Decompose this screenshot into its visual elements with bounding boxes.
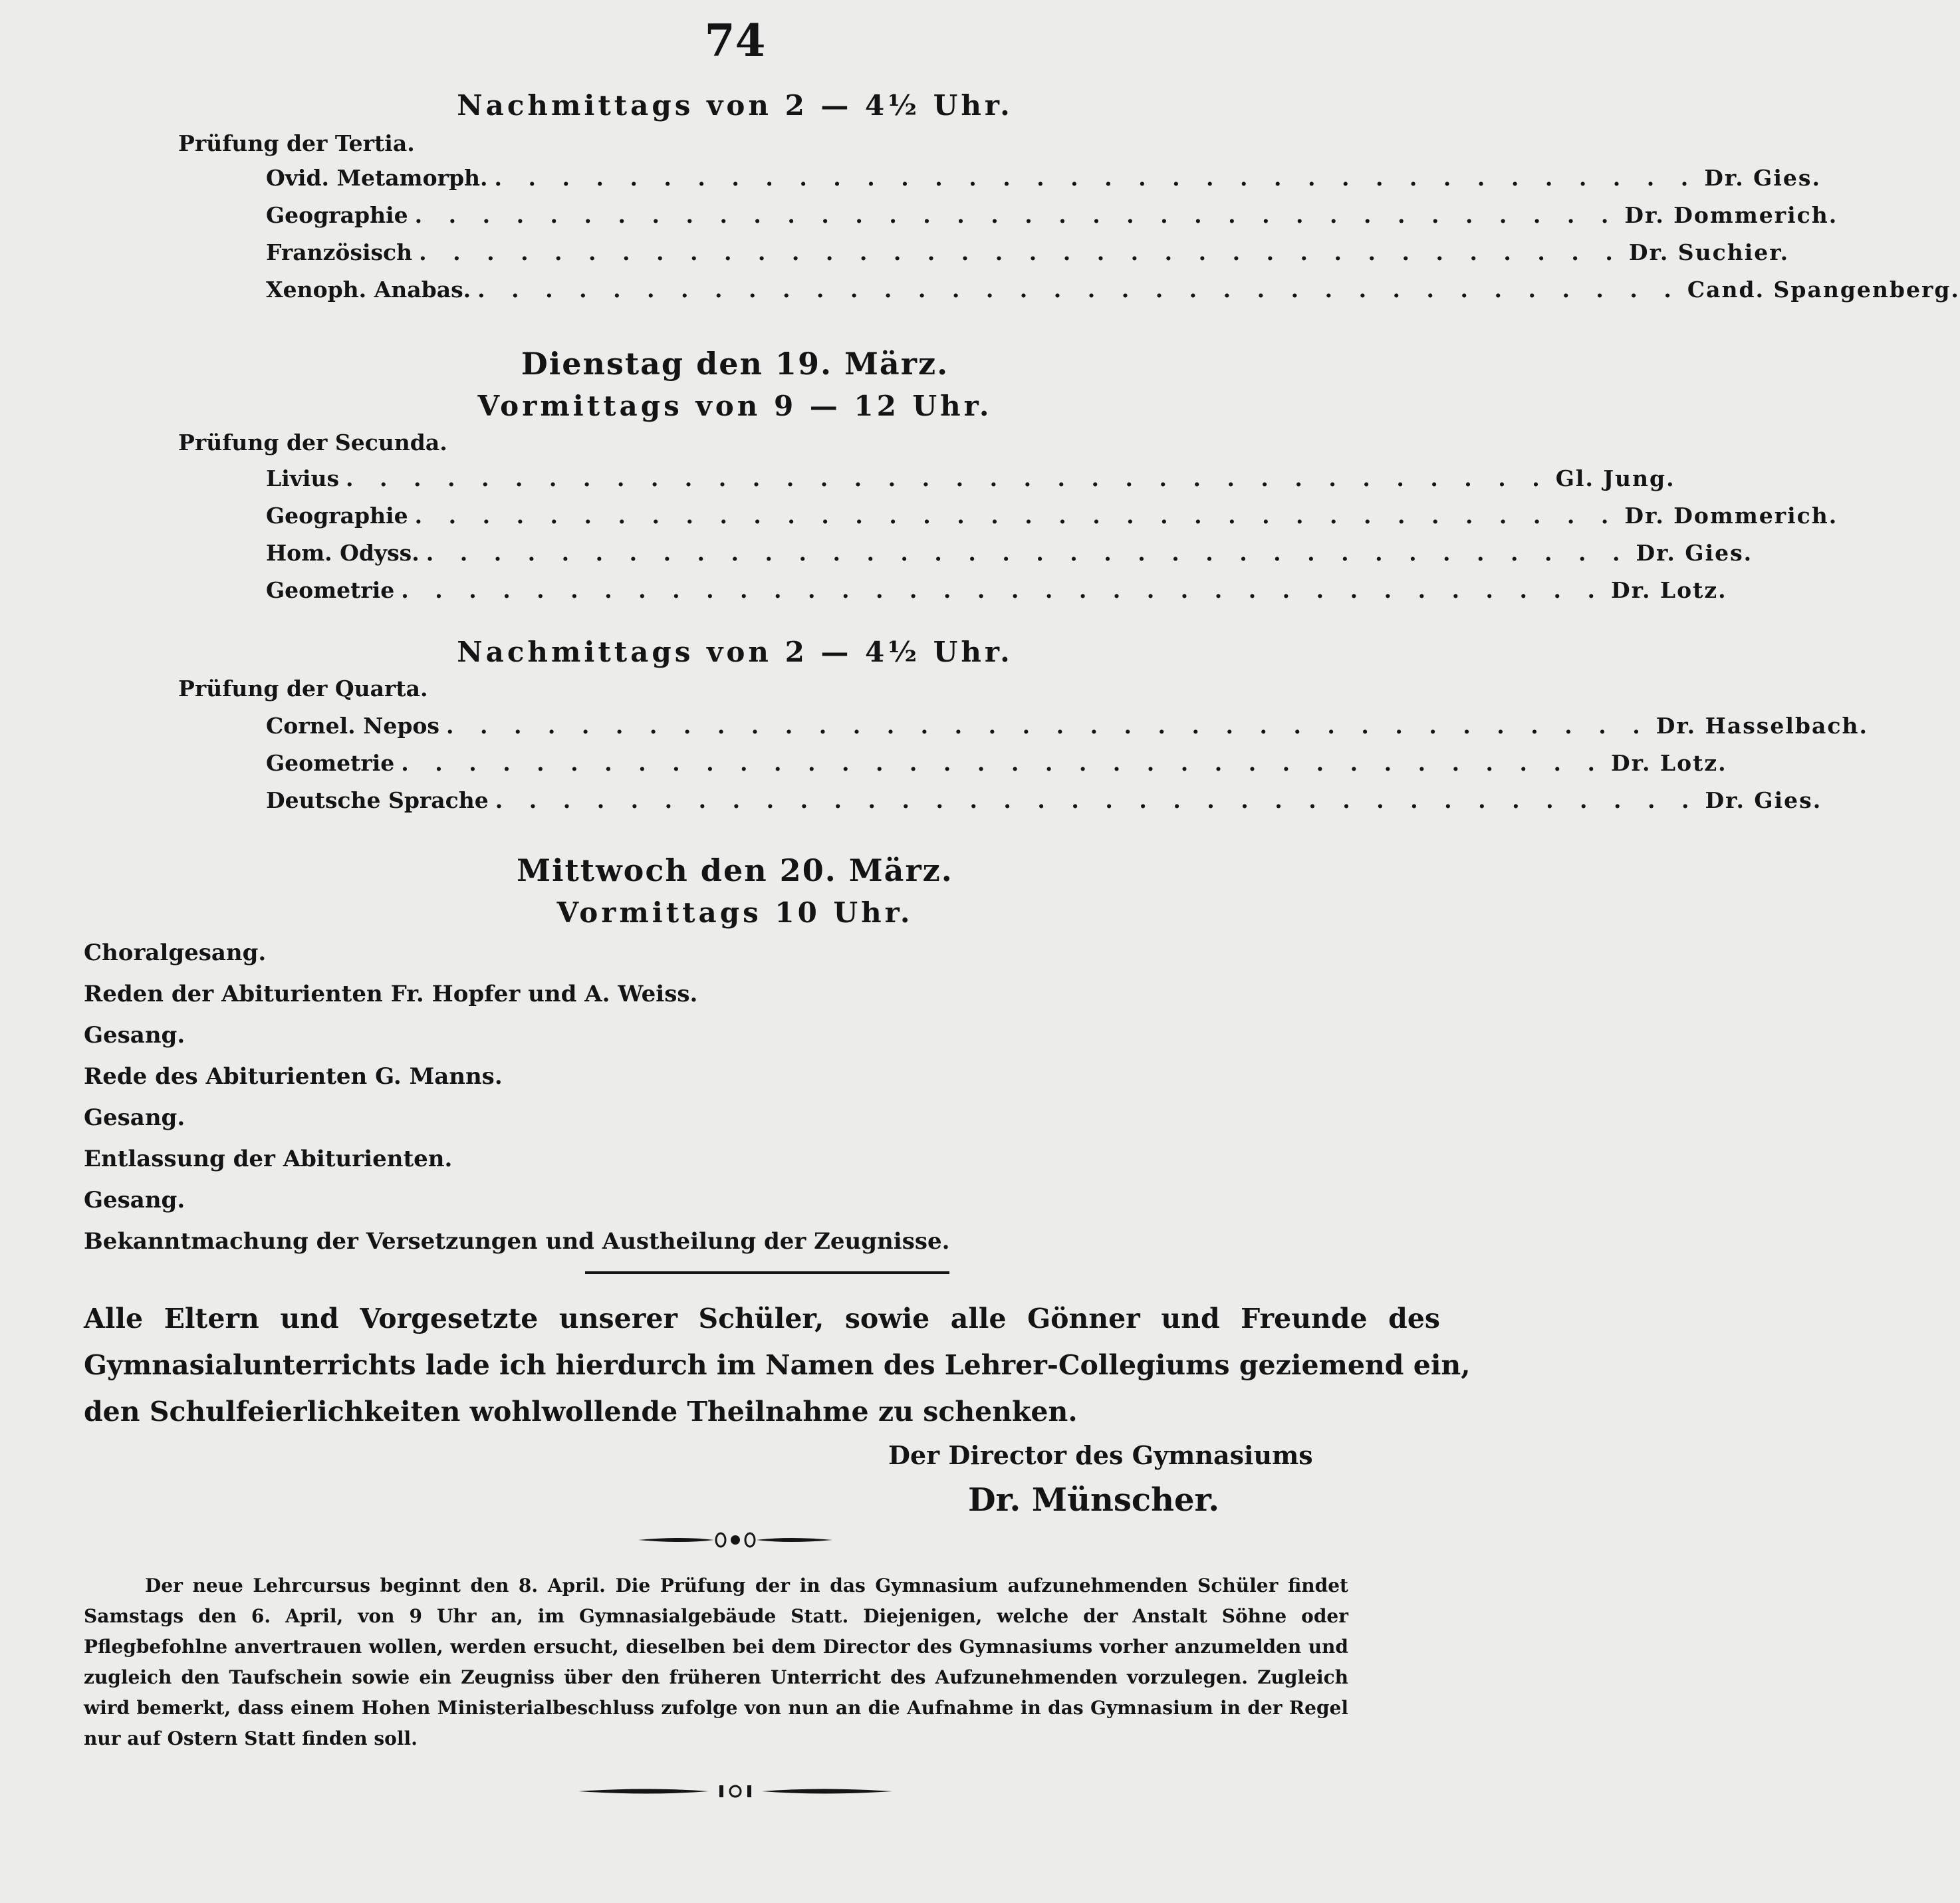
exam-row: Geographie . . . . . . . . . . . . . . . . . . . . . . . . . . . . . . . . . . . . Dr. Dommerich. xyxy=(266,503,1838,529)
ornament-divider-top xyxy=(636,1525,835,1555)
session-heading-ceremony: Vormittags 10 Uhr. xyxy=(556,896,914,929)
exam-subject: Geographie xyxy=(266,202,408,228)
ceremony-programme xyxy=(84,932,949,1262)
exam-list-tertia xyxy=(266,165,1960,314)
section-divider xyxy=(585,1271,949,1274)
exam-teacher: Gl. Jung. xyxy=(1555,465,1675,491)
signer-name: Dr. Münscher. xyxy=(968,1481,1220,1519)
exam-subject: Geometrie xyxy=(266,750,395,776)
page-number: 74 xyxy=(704,15,766,66)
exam-subject: Französisch xyxy=(266,239,413,265)
exam-list-secunda xyxy=(266,465,1838,614)
exam-row: Geometrie . . . . . . . . . . . . . . . . . . . . . . . . . . . . . . . . . . . . Dr. Lotz. xyxy=(266,577,1727,603)
programme-item: Reden der Abiturienten Fr. Hopfer und A. Weiss. xyxy=(84,981,698,1007)
exam-group-tertia: Prüfung der Tertia. xyxy=(178,130,415,156)
exam-teacher: Dr. Gies. xyxy=(1705,787,1822,813)
day-heading-wednesday: Mittwoch den 20. März. xyxy=(517,852,953,888)
signer-title: Der Director des Gymnasiums xyxy=(888,1440,1313,1470)
ornament-divider-bottom xyxy=(576,1777,895,1806)
session-heading-secunda: Vormittags von 9 — 12 Uhr. xyxy=(477,390,993,422)
day-heading-tuesday: Dienstag den 19. März. xyxy=(521,346,949,382)
programme-item: Gesang. xyxy=(84,1022,185,1049)
exam-teacher: Dr. Hasselbach. xyxy=(1655,713,1868,739)
exam-row: Livius . . . . . . . . . . . . . . . . . . . . . . . . . . . . . . . . . . . . Gl. Jung. xyxy=(266,465,1675,491)
exam-teacher: Cand. Spangenberg. xyxy=(1687,277,1960,303)
programme-item: Gesang. xyxy=(84,1104,185,1131)
exam-row: Deutsche Sprache . . . . . . . . . . . . . . . . . . . . . . . . . . . . . . . . . . . . Dr. Gies. xyxy=(266,787,1822,813)
admission-notice: Der neue Lehrcursus beginnt den 8. April. Die Prüfung der in das Gymnasium aufzunehmenden Schüler findet Samstags den 6. April, von 9 Uhr an, im Gymnasialgebäude Statt. Diejenigen, welche der Anstalt Söhne oder Pflegbefohlne anvertrauen wollen, werden ersucht, dieselben bei dem Director des Gymnasiums vorher anzumelden und zugleich den Taufschein sowie ein Zeugniss über den früheren Unterricht des Aufzunehmenden vorzulegen. Zugleich wird bemerkt, dass einem Hohen Ministerialbeschluss zufolge von nun an die Aufnahme in das Gymnasium in der Regel nur auf Ostern Statt finden soll. xyxy=(84,1575,1348,1749)
exam-subject: Ovid. Metamorph. xyxy=(266,165,488,191)
exam-group-quarta: Prüfung der Quarta. xyxy=(178,676,428,701)
exam-teacher: Dr. Dommerich. xyxy=(1624,503,1838,529)
exam-subject: Cornel. Nepos xyxy=(266,713,439,739)
programme-item: Bekanntmachung der Versetzungen und Austheilung der Zeugnisse. xyxy=(84,1228,950,1255)
exam-teacher: Dr. Dommerich. xyxy=(1624,202,1838,228)
exam-teacher: Dr. Gies. xyxy=(1636,540,1753,566)
invitation-line: Alle Eltern und Vorgesetzte unserer Schüler, sowie alle Gönner und Freunde des xyxy=(84,1303,1440,1334)
exam-subject: Xenoph. Anabas. xyxy=(266,277,471,303)
exam-subject: Geometrie xyxy=(266,577,395,603)
programme-item: Rede des Abiturienten G. Manns. xyxy=(84,1063,503,1090)
exam-subject: Hom. Odyss. xyxy=(266,540,420,566)
exam-row: Geographie . . . . . . . . . . . . . . . . . . . . . . . . . . . . . . . . . . . . Dr. Dommerich. xyxy=(266,202,1838,228)
programme-item: Gesang. xyxy=(84,1187,185,1213)
exam-teacher: Dr. Lotz. xyxy=(1610,750,1727,776)
exam-row: Geometrie . . . . . . . . . . . . . . . . . . . . . . . . . . . . . . . . . . . . Dr. Lotz. xyxy=(266,750,1727,776)
invitation-line: den Schulfeierlichkeiten wohlwollende Theilnahme zu schenken. xyxy=(84,1396,1078,1428)
exam-teacher: Dr. Lotz. xyxy=(1610,577,1727,603)
programme-item: Entlassung der Abiturienten. xyxy=(84,1146,453,1172)
programme-item: Choralgesang. xyxy=(84,940,267,966)
exam-row: Cornel. Nepos . . . . . . . . . . . . . . . . . . . . . . . . . . . . . . . . . . . . Dr. Hasselbach. xyxy=(266,713,1868,739)
exam-subject: Deutsche Sprache xyxy=(266,787,489,813)
exam-group-secunda: Prüfung der Secunda. xyxy=(178,430,447,455)
invitation-line: Gymnasialunterrichts lade ich hierdurch im Namen des Lehrer-Collegiums geziemend ein, xyxy=(84,1349,1471,1381)
exam-teacher: Dr. Gies. xyxy=(1704,165,1821,191)
exam-subject: Geographie xyxy=(266,503,408,529)
exam-row: Hom. Odyss. . . . . . . . . . . . . . . . . . . . . . . . . . . . . . . . . . . . . Dr. Gies. xyxy=(266,540,1753,566)
exam-teacher: Dr. Suchier. xyxy=(1628,239,1790,265)
session-heading-quarta: Nachmittags von 2 — 4½ Uhr. xyxy=(457,636,1013,668)
exam-subject: Livius xyxy=(266,465,340,491)
exam-row: Ovid. Metamorph. . . . . . . . . . . . . . . . . . . . . . . . . . . . . . . . . . . . . Dr. Gies. xyxy=(266,165,1821,191)
session-heading-tertia: Nachmittags von 2 — 4½ Uhr. xyxy=(457,89,1013,122)
exam-row: Französisch . . . . . . . . . . . . . . . . . . . . . . . . . . . . . . . . . . . . Dr. Suchier. xyxy=(266,239,1790,265)
exam-list-quarta xyxy=(266,713,1868,825)
exam-row: Xenoph. Anabas. . . . . . . . . . . . . . . . . . . . . . . . . . . . . . . . . . . . . Cand. Spangenberg. xyxy=(266,277,1960,303)
